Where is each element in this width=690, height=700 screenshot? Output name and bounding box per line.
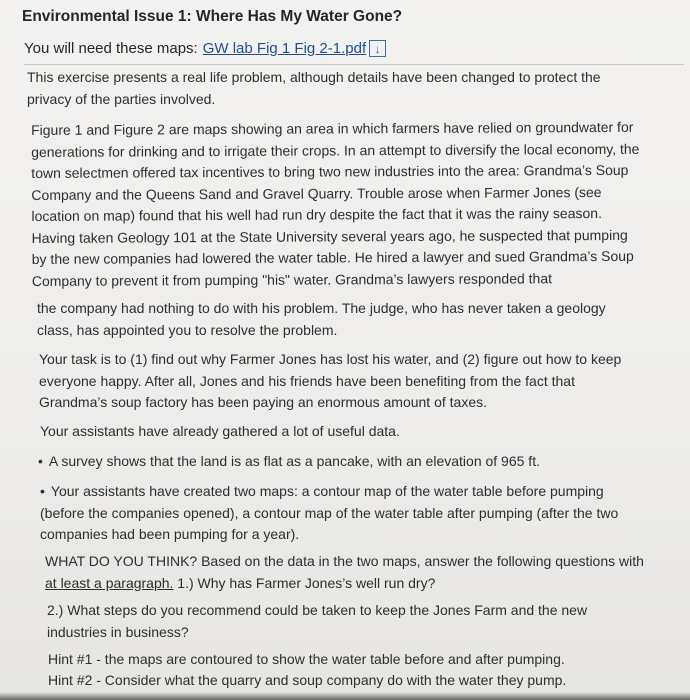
bullet-text: Your assistants have created two maps: a contour map of the water table before pumping (before the companies opened), a contour map of the water table after pumping (after the two companies had been pumping for a year). — [40, 483, 619, 542]
hint-1: Hint #1 - the maps are contoured to show the water table before and after pumping. — [48, 651, 565, 667]
intro-paragraph: This exercise presents a real life problem, although details have been changed to protect the privacy of the parties involved. — [27, 69, 601, 107]
question-1-rest: 1.) Why has Farmer Jones’s well run dry? — [173, 574, 436, 591]
bullet-item — [38, 451, 648, 473]
maps-requirement — [24, 40, 386, 57]
question-1 — [45, 551, 645, 594]
bullet-symbol: • — [40, 483, 45, 499]
judge-paragraph: the company had nothing to do with his problem. The judge, who has never taken a geology class, has appointed you to resolve the problem. — [37, 300, 606, 338]
bullet-text: A survey shows that the land is as flat as a pancake, with an elevation of 965 ft. — [48, 453, 540, 469]
maps-pdf-link[interactable]: GW lab Fig 1 Fig 2-1.pdf — [202, 40, 367, 57]
question-1-underlined: at least a paragraph. — [45, 574, 174, 591]
divider — [24, 64, 684, 65]
figures-paragraph: Figure 1 and Figure 2 are maps showing an area in which farmers have relied on groundwater for generations for drinking and to irrigate their crops. In an attempt to diversify the local economy, the town selectmen offered tax incentives to bring two new industries into the area: Grandma’s Soup Company and the Queens Sand and Gravel Quarry. Trouble arose when Farmer Jones (see location on map) found that his well had run dry despite the fact that it was the rainy season. Having taken Geology 101 at the State University several years ago, he suspected that pumping by the new companies had lowered the water table. He hired a lawyer and sued Grandma’s Soup Company to prevent it from pumping "his" water. Grandma’s lawyers responded that — [31, 118, 640, 289]
bullet-item — [40, 481, 650, 546]
question-1-lead: WHAT DO YOU THINK? Based on the data in the two maps, answer the following questions with — [45, 553, 644, 569]
task-paragraph: Your task is to (1) find out why Farmer Jones has lost his water, and (2) figure out how to keep everyone happy. After all, Jones and his friends have been benefiting from the fact that Grandma’s soup factory has been paying an enormous amount of taxes. — [39, 351, 622, 410]
bottom-edge-shadow — [0, 692, 690, 700]
page-title: Environmental Issue 1: Where Has My Water Gone? — [22, 8, 403, 25]
hint-2: Hint #2 - Consider what the quarry and soup company do with the water they pump. — [48, 672, 567, 688]
question-2: 2.) What steps do you recommend could be taken to keep the Jones Farm and the new industries in business? — [47, 602, 588, 640]
bullet-symbol: • — [38, 453, 43, 469]
assistants-paragraph: Your assistants have already gathered a lot of useful data. — [40, 423, 400, 439]
maps-prefix: You will need these maps: — [24, 40, 198, 57]
download-icon[interactable]: ↓ — [369, 40, 386, 57]
